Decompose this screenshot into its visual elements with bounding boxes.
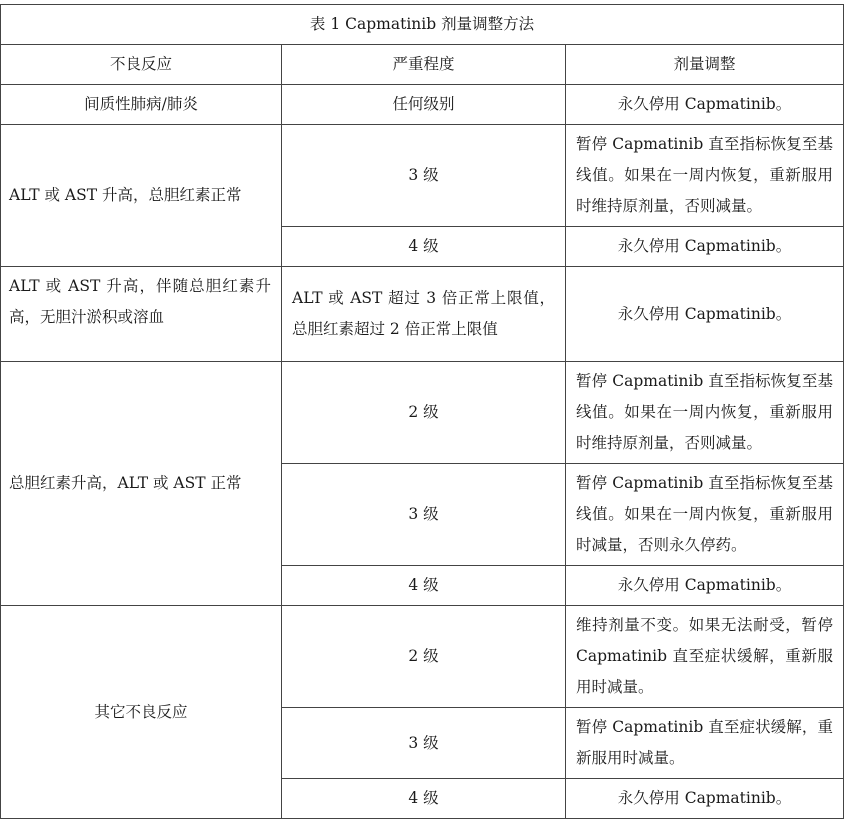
reaction-cell: 总胆红素升高，ALT 或 AST 正常 <box>1 362 282 606</box>
adjustment-cell: 永久停用 Capmatinib。 <box>566 85 844 125</box>
table-row <box>1 267 844 362</box>
adjustment-cell: 暂停 Capmatinib 直至症状缓解，重新服用时减量。 <box>566 708 844 779</box>
table-row <box>1 85 844 125</box>
severity-cell: 2 级 <box>282 362 566 464</box>
severity-cell: 4 级 <box>282 566 566 606</box>
adjustment-cell: 维持剂量不变。如果无法耐受，暂停 Capmatinib 直至症状缓解，重新服用时减量。 <box>566 606 844 708</box>
adjustment-cell: 暂停 Capmatinib 直至指标恢复至基线值。如果在一周内恢复，重新服用时维持原剂量，否则减量。 <box>566 362 844 464</box>
dose-adjustment-table <box>0 4 844 819</box>
severity-cell: 4 级 <box>282 779 566 819</box>
severity-cell: 任何级别 <box>282 85 566 125</box>
table-row <box>1 125 844 227</box>
adjustment-cell: 永久停用 Capmatinib。 <box>566 267 844 362</box>
severity-cell: 4 级 <box>282 227 566 267</box>
reaction-cell: ALT 或 AST 升高，总胆红素正常 <box>1 125 282 267</box>
severity-cell: 3 级 <box>282 125 566 227</box>
adjustment-cell: 永久停用 Capmatinib。 <box>566 227 844 267</box>
severity-cell: 3 级 <box>282 464 566 566</box>
severity-cell: 2 级 <box>282 606 566 708</box>
table-caption: 表 1 Capmatinib 剂量调整方法 <box>1 5 844 45</box>
adjustment-cell: 暂停 Capmatinib 直至指标恢复至基线值。如果在一周内恢复，重新服用时维持原剂量，否则减量。 <box>566 125 844 227</box>
reaction-cell: ALT 或 AST 升高，伴随总胆红素升高，无胆汁淤积或溶血 <box>1 267 282 362</box>
adjustment-cell: 永久停用 Capmatinib。 <box>566 566 844 606</box>
table-row <box>1 362 844 464</box>
table-row <box>1 606 844 708</box>
header-reaction: 不良反应 <box>1 45 282 85</box>
severity-cell: 3 级 <box>282 708 566 779</box>
header-severity: 严重程度 <box>282 45 566 85</box>
severity-cell: ALT 或 AST 超过 3 倍正常上限值，总胆红素超过 2 倍正常上限值 <box>282 267 566 362</box>
adjustment-cell: 暂停 Capmatinib 直至指标恢复至基线值。如果在一周内恢复，重新服用时减量，否则永久停药。 <box>566 464 844 566</box>
adjustment-cell: 永久停用 Capmatinib。 <box>566 779 844 819</box>
header-adjustment: 剂量调整 <box>566 45 844 85</box>
reaction-cell: 间质性肺病/肺炎 <box>1 85 282 125</box>
reaction-cell: 其它不良反应 <box>1 606 282 819</box>
